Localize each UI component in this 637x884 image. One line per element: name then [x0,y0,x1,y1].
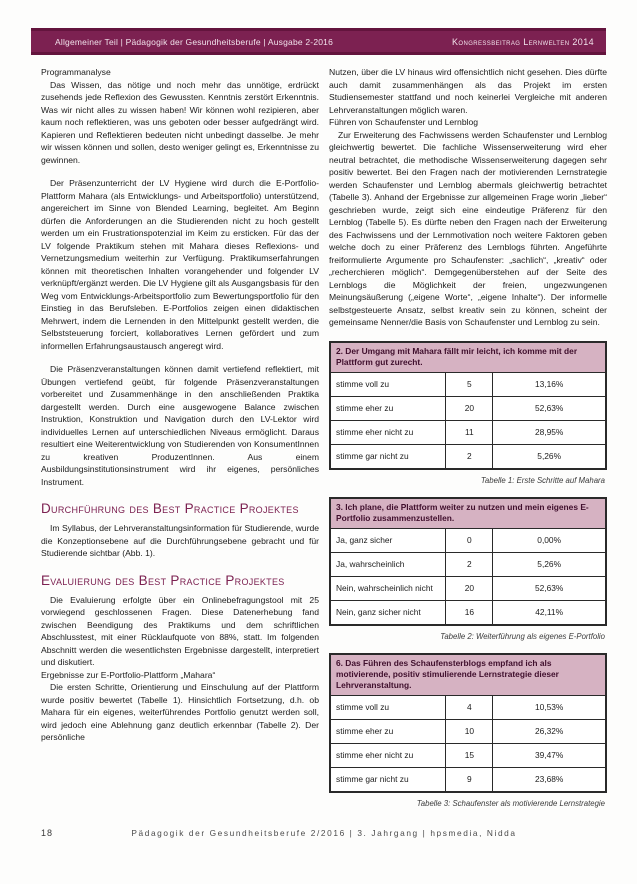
answer-count: 0 [446,528,493,552]
subheading-schaufenster-lernblog: Führen von Schaufenster und Lernblog [329,117,479,127]
answer-label: stimme eher zu [330,719,446,743]
answer-label: stimme gar nicht zu [330,444,446,469]
section-heading-evaluierung: Evaluierung des Best Practice Projektes [41,572,285,588]
answer-count: 15 [446,743,493,767]
answer-percent: 28,95% [493,420,606,444]
answer-label: stimme voll zu [330,695,446,719]
journal-footer-line: Pädagogik der Gesundheitsberufe 2/2016 | 3. Jahrgang | hpsmedia, Nidda [131,828,517,838]
answer-count: 4 [446,695,493,719]
table-row [330,528,606,552]
table-row [330,372,606,396]
table-question-header: 6. Das Führen des Schaufensterblogs empfand ich als motivierende, positiv stimulierende Lernstrategie dieser Lehrveranstaltung. [330,654,606,696]
answer-count: 10 [446,719,493,743]
table-caption-1: Tabelle 1: Erste Schritte auf Mahara [480,475,605,485]
table-row [330,719,606,743]
page-number: 18 [41,828,54,838]
answer-percent: 39,47% [493,743,606,767]
table-row [330,420,606,444]
left-column [41,66,319,810]
paragraph-wissen: Das Wissen, das nötige und noch mehr das unnötige, erdrückt zusehends jede Reflexion des Gewussten. Kenntnis zerstört Erkenntnis. Was wir nicht alles zu wissen haben! Wir können wohl rezipieren, aber kaum noch reflektieren, was uns geboten oder besser aufgedrängt wird. Kapieren und Reflektieren bedeuten nicht unbedingt dasselbe. Je mehr wir wissen können und sollen, desto weniger gelingt es, Erkenntnisse zu gewinnen. [41,79,319,165]
answer-label: stimme gar nicht zu [330,767,446,792]
table-schaufensterblog-motivation [329,653,607,793]
paragraph-nutzen: Nutzen, über die LV hinaus wird offensichtlich nicht gesehen. Dies dürfte auch damit zusammenhängen als das Projekt im ersten Studiensemester stattfand und noch keinerlei Vergleiche mit anderen Lehrveranstaltungen möglich waren. [329,67,607,115]
answer-percent: 42,11% [493,600,606,625]
paragraph-praesenzveranstaltungen: Die Präsenzveranstaltungen können damit vertiefend reflektiert, mit Übungen vertiefend geübt, für folgende Präsenzveranstaltungen vorbereitet und Zusammenhänge in den anschließenden Praktika dargestellt werden. Durch eine ausgewogene Balance zwischen Instruktion, Konstruktion und Navigation durch den LV-Lektor wird individuelles Lernen auf unterschiedlichen Niveaus ermöglicht. Daraus resultiert eine Weiterentwicklung von Studierenden von KonsumentInnen zu kreativen ProduzentInnen. Aus einem Ausbildungsinstitutionsinstrument wird ihr eigenes, persönliches Instrument. [41,364,319,487]
paragraph-syllabus: Im Syllabus, der Lehrveranstaltungsinformation für Studierende, wurde die Konzeptionsebene auf die Durchführungsebene gebracht und für Studierende sichtbar (Abb. 1). [41,523,319,558]
page-header-bar [31,28,606,55]
table-caption-3: Tabelle 3: Schaufenster als motivierende Lernstrategie [416,798,605,808]
table-row [330,444,606,469]
table-row [330,767,606,792]
answer-percent: 52,63% [493,396,606,420]
answer-count: 20 [446,396,493,420]
paragraph-praesenzunterricht: Der Präsenzunterricht der LV Hygiene wird durch die E-Portfolio-Plattform Mahara (als Entwicklungs- und Arbeitsportfolio) unterstützend, angereichert im Sinne von Blended Learning, begleitet. Am Beginn dürfen die Anforderungen an die Studierenden nicht zu hoch gestellt werden um ein Frustrationspotenzial im Keim zu ersticken. Für das der LV folgende Praktikum stehen mit Mahara dieses Reflexions- und Vernetzungsmedium weiterhin zur Verfügung. Praktikumserfahrungen können mit theoretischen Inhalten vorangehender und folgender LV verknüpft/ergänzt werden. Die LV Hygiene gilt als Ausgangsbasis für den Weg vom Entwicklungs-Arbeitsportfolio zum Bewertungsportfolio für den Einstieg in das Berufsleben. E-Portfolios zeigen einen didaktischen Mehrwert, indem die Lernenden in den Mittelpunkt gestellt werden, die Selbststeuerung forciert, kollaboratives Lernen gefördert und zum informellen Erfahrungsaustausch angeregt wird. [41,178,319,351]
answer-percent: 5,26% [493,444,606,469]
answer-count: 20 [446,576,493,600]
subheading-programmanalyse: Programmanalyse [41,67,111,77]
subheading-ergebnisse-mahara: Ergebnisse zur E-Portfolio-Plattform „Mahara“ [41,669,216,680]
page-footer [41,828,607,842]
answer-label: stimme eher nicht zu [330,420,446,444]
table-row [330,576,606,600]
answer-count: 5 [446,372,493,396]
answer-percent: 23,68% [493,767,606,792]
answer-count: 2 [446,444,493,469]
answer-count: 16 [446,600,493,625]
page-content [41,66,607,810]
table-plattform-weiternutzen [329,497,607,626]
answer-label: Ja, wahrscheinlich [330,552,446,576]
paragraph-erweiterung-fachwissen: Zur Erweiterung des Fachwissens werden Schaufenster und Lernblog gleichwertig bewertet. Die fachliche Wissenserweiterung wird eher neutral betrachtet, die methodische Wissenserweiterung dagegen sehr positiv bewertet. Bei den Fragen nach der motivierenden Lernstrategie werden Schaufenster und Lernblog abermals gleichwertig betrachtet (Tabelle 3). Anhand der Ergebnisse zur allgemeinen Frage worin „lieber“ geschrieben wurde, zeigt sich eine eindeutige Präferenz für den Lernblog (Tabelle 5). Es dürfte neben den Fragen nach der Erweiterung des Fachwissens und der Lernmotivation noch weitere Faktoren geben welche doch zu einer Präferenz des Lernblogs führten. Angeführte freiformulierte Argumente pro Schaufenster: „sachlich“, „kreativ“ oder „recherchieren möglich“. Demgegenüberstehen auf der Seite des Lernblogs die Möglichkeit der freien, ungezwungenen Meinungsäußerung („eigene Worte“, „eigene Inhalte“). Der informelle selbstgesteuerte Ansatz, selbst kreativ sein zu können, scheint der gemeinsame Nenner/die Basis von Schaufenster und Lernblog zu sein. [329,129,607,327]
table-row [330,396,606,420]
answer-label: stimme eher zu [330,396,446,420]
paragraph-erste-schritte: Die ersten Schritte, Orientierung und Einschulung auf der Plattform wurde positiv bewertet (Tabelle 1). Hinsichtlich Fortsetzung, d.h. ob Mahara für ein eigenes, weiterführendes Portfolio genutzt werden soll, wird jedoch eine Ablehnung ganz deutlich erkennbar (Tabelle 2). Der persönliche [41,682,319,742]
table-question-header: 2. Der Umgang mit Mahara fällt mir leicht, ich komme mit der Plattform gut zurecht. [330,342,606,373]
table-row [330,552,606,576]
right-column [329,66,607,810]
answer-label: Nein, wahrscheinlich nicht [330,576,446,600]
answer-label: Ja, ganz sicher [330,528,446,552]
table-mahara-umgang [329,341,607,470]
answer-percent: 52,63% [493,576,606,600]
section-heading-durchfuehrung: Durchführung des Best Practice Projektes [41,501,299,516]
paragraph-evaluierung: Die Evaluierung erfolgte über ein Onlinebefragungstool mit 25 vorwiegend geschlossenen Fragen. Diese Datenerhebung fand zwischen Beendigung des Praktikums und dem schriftlichen Abschlusstest, mit einer Rücklaufquote von 88%, statt. Im folgenden Abschnitt werden die wesentlichsten Ergebnisse dargestellt, interpretiert und diskutiert. [41,594,319,667]
answer-count: 11 [446,420,493,444]
answer-label: Nein, ganz sicher nicht [330,600,446,625]
answer-label: stimme voll zu [330,372,446,396]
answer-percent: 5,26% [493,552,606,576]
table-row [330,743,606,767]
table-question-header: 3. Ich plane, die Plattform weiter zu nutzen und mein eigenes E-Portfolio zusammenzustellen. [330,498,606,529]
table-row [330,600,606,625]
header-congress-label: Kongressbeitrag Lernwelten 2014 [452,36,594,47]
answer-percent: 10,53% [493,695,606,719]
answer-percent: 13,16% [493,372,606,396]
table-row [330,695,606,719]
answer-label: stimme eher nicht zu [330,743,446,767]
answer-count: 9 [446,767,493,792]
table-caption-2: Tabelle 2: Weiterführung als eigenes E-Portfolio [440,631,605,641]
answer-percent: 0,00% [493,528,606,552]
answer-percent: 26,32% [493,719,606,743]
answer-count: 2 [446,552,493,576]
header-section-label: Allgemeiner Teil | Pädagogik der Gesundheitsberufe | Ausgabe 2-2016 [55,36,334,47]
